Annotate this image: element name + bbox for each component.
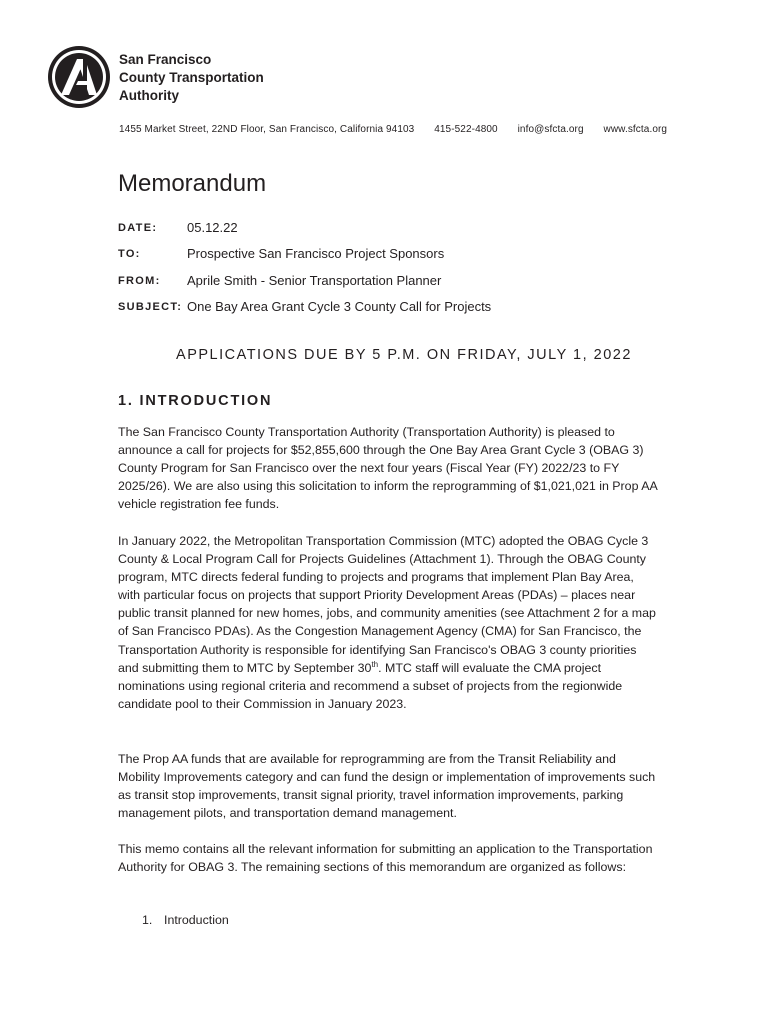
sfcta-logo-icon bbox=[47, 45, 111, 109]
list-number: 1. bbox=[142, 913, 153, 927]
section-list bbox=[142, 911, 229, 929]
memo-label: DATE: bbox=[118, 222, 158, 234]
deadline-banner bbox=[0, 347, 770, 363]
section-heading: 1. INTRODUCTION bbox=[118, 393, 273, 409]
memo-label: TO: bbox=[118, 248, 141, 261]
memo-value: Aprile Smith - Senior Transportation Planner bbox=[187, 272, 442, 288]
memo-label: SUBJECT: bbox=[118, 300, 183, 313]
org-name bbox=[119, 51, 264, 105]
paragraph-text: In January 2022, the Metropolitan Transportation Commission (MTC) adopted the OBAG Cycle 3 County & Local Program Call for Projects Guidelines (Attachment 1). Through the OBAG County program, MTC directs federal funding to projects and programs that implement Plan Bay Area, with particular focus on projects that support Priority Development Areas (PDAs) – places near public transit planned for new homes, jobs, and community amenities (see Attachment 2 for a map of San Francisco PDAs). As the Congestion Management Agency (CMA) for San Francisco, the Transportation Authority is responsible for identifying San Francisco's OBAG 3 county priorities and submitting them to MTC by September 30 bbox=[118, 534, 656, 675]
deadline-text: APPLICATIONS DUE BY 5 P.M. ON FRIDAY, JULY 1, 2022 bbox=[176, 347, 632, 363]
memo-value: Prospective San Francisco Project Sponsors bbox=[187, 246, 445, 262]
contact-phone: 415-522-4800 bbox=[434, 124, 498, 135]
contact-email[interactable]: info@sfcta.org bbox=[517, 124, 584, 135]
memo-title: Memorandum bbox=[118, 170, 267, 197]
memo-row-date bbox=[118, 215, 491, 241]
paragraph-text: . MTC staff will evaluate the CMA project nominations using regional criteria and recommend a subset of projects from the regionwide candidate pool to their Commission in January 2023. bbox=[118, 660, 623, 711]
memo-label: FROM: bbox=[118, 274, 161, 287]
contact-website[interactable]: www.sfcta.org bbox=[603, 124, 668, 135]
paragraph bbox=[118, 532, 658, 713]
contact-address: 1455 Market Street, 22ND Floor, San Francisco, California 94103 bbox=[119, 124, 415, 135]
paragraph: The San Francisco County Transportation Authority (Transportation Authority) is pleased to announce a call for projects for $52,855,600 through the One Bay Area Grant Cycle 3 (OBAG 3) County Program for San Francisco over the next four years (Fiscal Year (FY) 2022/23 to FY 2025/26). We are also using this solicitation to inform the reprogramming of $1,021,021 in Prop AA vehicle registration fee funds. bbox=[118, 425, 658, 512]
memo-value: 05.12.22 bbox=[187, 220, 238, 235]
memo-value: One Bay Area Grant Cycle 3 County Call for Projects bbox=[187, 298, 492, 314]
memo-row-to bbox=[118, 241, 491, 267]
list-text: Introduction bbox=[164, 913, 229, 927]
org-name-line: San Francisco bbox=[119, 52, 212, 67]
paragraph: The Prop AA funds that are available for reprogramming are from the Transit Reliability and Mobility Improvements category and can fund the design or implementation of improvements such as transit stop improvements, transit signal priority, travel information improvements, parking management pilots, and transportation demand management. bbox=[118, 752, 656, 821]
paragraph: This memo contains all the relevant information for submitting an application to the Transportation Authority for OBAG 3. The remaining sections of this memorandum are organized as follows: bbox=[118, 842, 653, 875]
contact-line bbox=[119, 124, 667, 135]
memo-row-subject bbox=[118, 294, 491, 320]
org-name-line: Authority bbox=[119, 88, 179, 103]
org-name-line: County Transportation bbox=[119, 70, 264, 85]
memo-row-from bbox=[118, 268, 491, 294]
memo-fields bbox=[118, 215, 491, 320]
list-item bbox=[142, 911, 229, 929]
ordinal-suffix: th bbox=[371, 659, 379, 669]
